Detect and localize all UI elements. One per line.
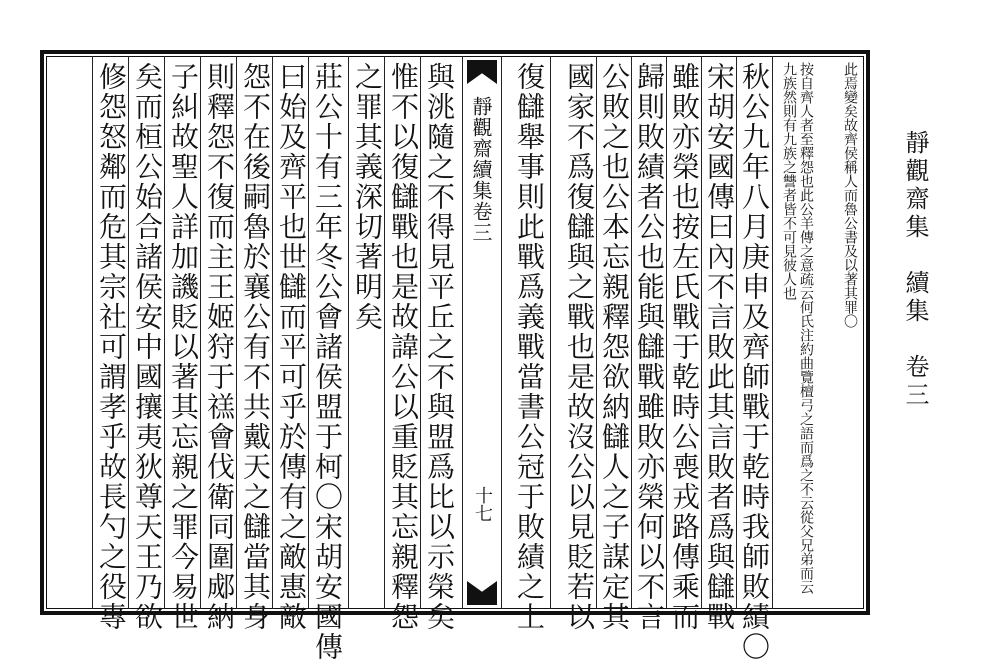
column-rule [596,56,597,609]
column-rule [128,56,129,609]
text-column-left-3: 之罪其義深切著明矣 [351,62,384,332]
text-column-right-8: 國家不爲復讎與之戰也是故沒公以見貶若以 [563,62,596,632]
text-column-left-8: 子糾故聖人詳加譏貶以著其忘親之罪今易世 [167,62,200,632]
column-rule [308,56,309,609]
text-column-right-6: 歸則敗績者公也能與讎戰雖敗亦榮何以不言 [633,62,666,632]
column-rule [736,56,737,609]
text-column-left-1: 與洮隨之不得見平丘之不與盟爲比以示榮矣 [423,62,456,632]
text-column-left-6: 怨不在後嗣魯於襄公有不共戴天之讎當其身 [239,62,272,632]
text-column-right-1: 此焉變矣故齊侯稱人而魯公書及以著其罪〇 [842,62,858,328]
center-fold [462,56,502,609]
column-rule [631,56,632,609]
column-rule [701,56,702,609]
column-rule [164,56,165,609]
column-rule [236,56,237,609]
annotation-column-right: 按自齊人者至釋怨也此公羊傳之意疏云何氏注約曲覽檀弓之語而爲之不云從父兄弟而云九族然則有九族之讐者皆不可見彼人也 [781,62,814,594]
text-column-left-2: 惟不以復讎戰也是故諱公以重貶其忘親釋怨 [387,62,420,632]
fold-title: 靜觀齋續集卷三 [469,96,493,243]
text-column-right-7: 公敗之也公本忘親釋怨欲納讎人之子謀定其 [598,62,631,632]
text-column-left-5: 曰始及齊平也世讎而平可乎於傳有之敵惠敵 [275,62,308,632]
column-rule [92,56,93,609]
column-rule [348,56,349,609]
text-column-left-4: 莊公十有三年冬公會諸侯盟于柯〇宋胡安國傳 [311,62,344,662]
text-column-right-5: 雖敗亦榮也按左氏戰于乾時公喪戎路傳乘而 [668,62,701,632]
margin-header: 靜觀齋集 續集 卷三 [901,130,929,410]
text-column-left-10: 修怨怒鄰而危其宗社可謂孝乎故長勺之役專 [95,62,128,632]
fish-tail-mark-bottom [467,581,497,605]
column-rule [200,56,201,609]
column-rule [272,56,273,609]
page-number: 十七 [472,486,493,522]
column-rule [550,56,551,609]
text-column-left-7: 則釋怨不復而主王姬狩于禚會伐衛同圍郕納 [203,62,236,632]
text-column-right-3: 秋公九年八月庚申及齊師戰于乾時我師敗績〇 [738,62,771,662]
text-column-right-4: 宋胡安國傳曰內不言敗此其言敗者爲與讎戰 [703,62,736,632]
column-rule [772,56,773,609]
column-rule [384,56,385,609]
column-rule [666,56,667,609]
fish-tail-mark-top [467,60,497,84]
text-column-left-9: 矣而桓公始合諸侯安中國攘夷狄尊天王乃欲 [131,62,164,632]
text-column-right-9: 復讎舉事則此戰爲義戰當書公冠于敗績之上 [513,62,546,632]
column-rule [420,56,421,609]
